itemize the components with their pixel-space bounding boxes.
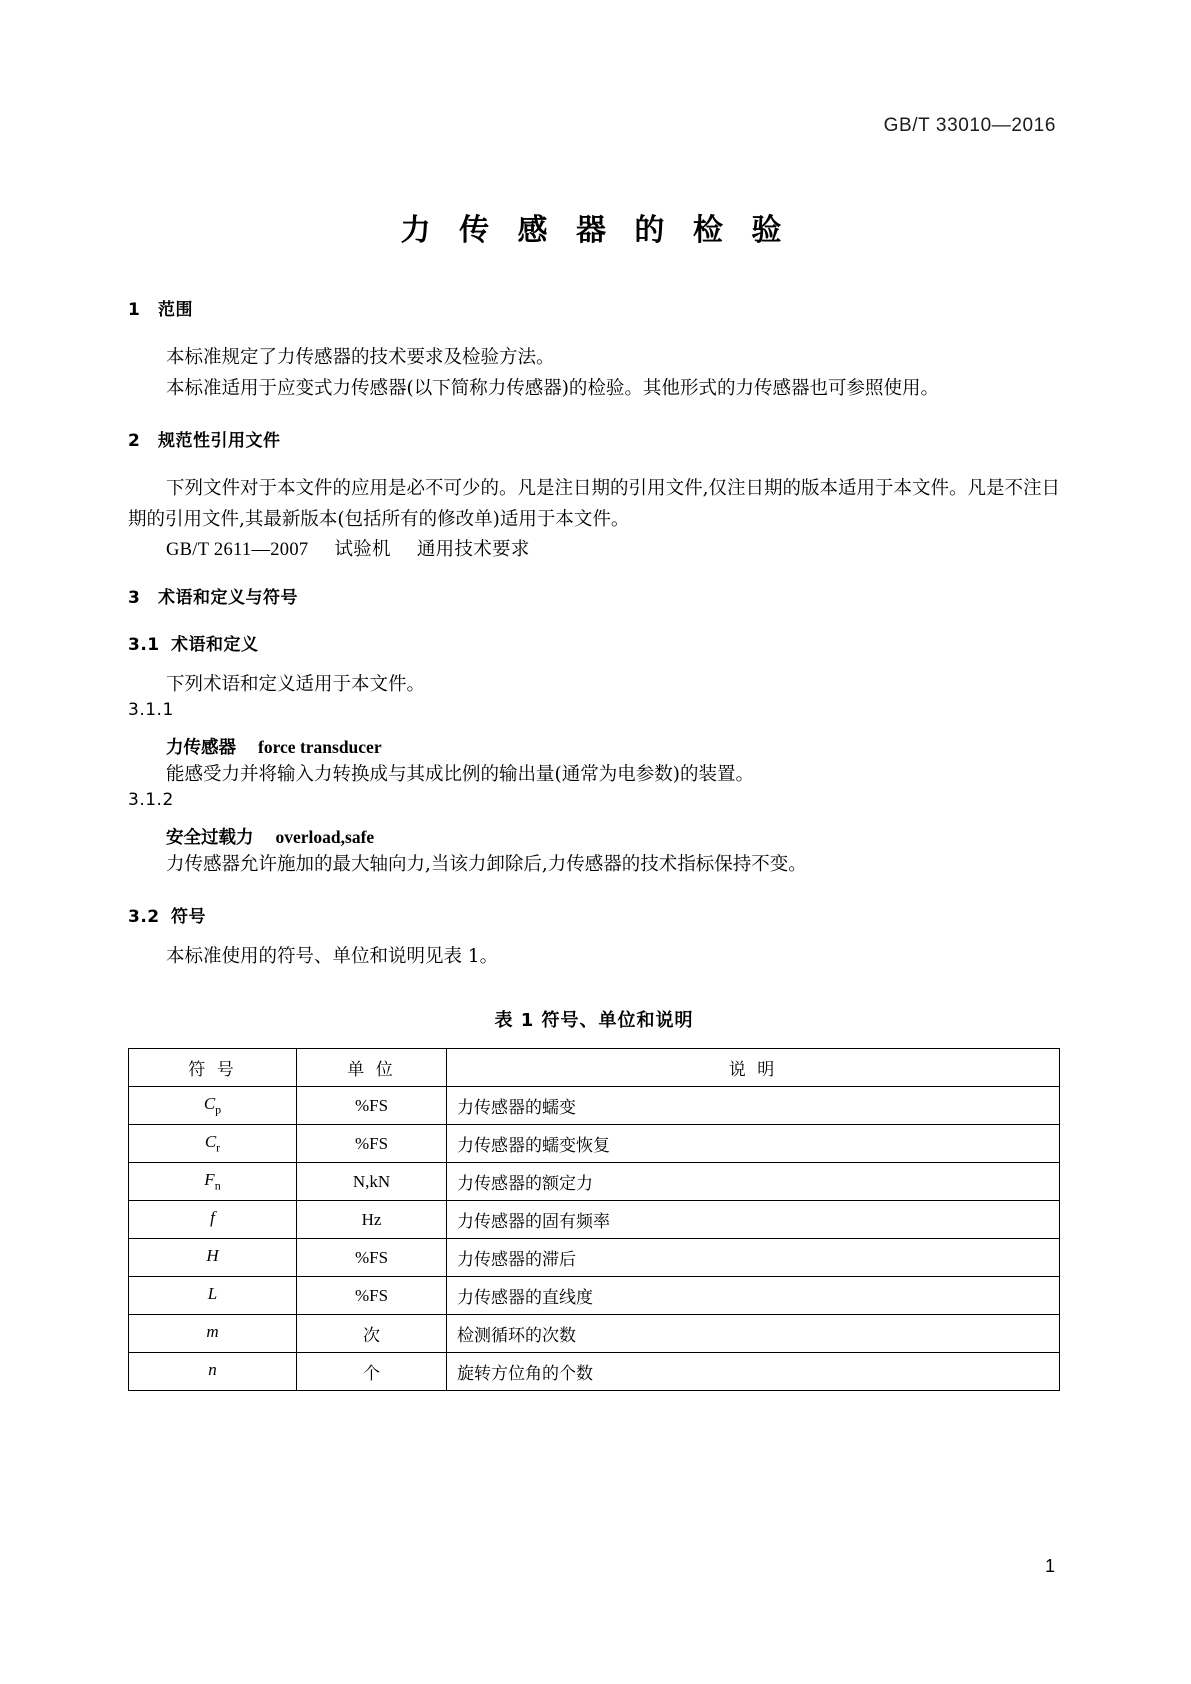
term-number-3-1-2: 3.1.2	[128, 790, 174, 810]
table-row	[129, 1239, 1060, 1277]
document-title: 力 传 感 器 的 检 验	[400, 213, 791, 248]
column-header-description: 说 明	[447, 1049, 1060, 1087]
table-row	[129, 1163, 1060, 1201]
cell-symbol: H	[129, 1239, 297, 1277]
column-header-symbol: 符 号	[129, 1049, 297, 1087]
table-row	[129, 1277, 1060, 1315]
section-title-1: 范围	[158, 300, 193, 320]
symbols-table	[128, 1048, 1060, 1391]
cell-unit: Hz	[297, 1201, 447, 1239]
cell-unit: 个	[297, 1353, 447, 1391]
section-heading-1	[128, 295, 1060, 320]
table-row	[129, 1315, 1060, 1353]
section-number-3-2: 3.2	[128, 907, 160, 927]
term-3-1-2-definition: 力传感器允许施加的最大轴向力,当该力卸除后,力传感器的技术指标保持不变。	[166, 854, 807, 875]
reference-name: 试验机	[334, 540, 391, 560]
cell-unit: 次	[297, 1315, 447, 1353]
cell-unit: N,kN	[297, 1163, 447, 1201]
section-title-3: 术语和定义与符号	[158, 588, 298, 608]
term-3-1-1	[128, 734, 1060, 759]
cell-unit: %FS	[297, 1125, 447, 1163]
term-3-1-1-definition: 能感受力并将输入力转换成与其成比例的输出量(通常为电参数)的装置。	[166, 764, 754, 785]
term-3-1-2-en: overload,safe	[275, 827, 375, 847]
page-number: 1	[1044, 1556, 1055, 1576]
cell-symbol: $C_p$	[129, 1087, 297, 1125]
cell-description: 力传感器的滞后	[447, 1239, 1060, 1277]
section-title-2: 规范性引用文件	[158, 431, 281, 451]
section-1-paragraph-2: 本标准适用于应变式力传感器(以下简称力传感器)的检验。其他形式的力传感器也可参照使用。	[166, 378, 939, 399]
term-number-3-1-1: 3.1.1	[128, 700, 174, 720]
section-number-1: 1	[128, 300, 141, 320]
table-row	[129, 1125, 1060, 1163]
page-header-standard-number: GB/T 33010—2016	[883, 115, 1056, 136]
symbols-table-body	[129, 1087, 1060, 1391]
section-title-3-2: 符号	[171, 907, 206, 927]
cell-description: 检测循环的次数	[447, 1315, 1060, 1353]
normative-reference-item	[128, 535, 1060, 561]
cell-symbol: m	[129, 1315, 297, 1353]
cell-description: 力传感器的固有频率	[447, 1201, 1060, 1239]
table-row	[129, 1087, 1060, 1125]
section-heading-2	[128, 426, 1060, 451]
cell-description: 力传感器的额定力	[447, 1163, 1060, 1201]
column-header-unit: 单 位	[297, 1049, 447, 1087]
section-heading-3-1	[128, 630, 1060, 655]
section-2-paragraph-1: 下列文件对于本文件的应用是必不可少的。凡是注日期的引用文件,仅注日期的版本适用于本文件。凡是不注日期的引用文件,其最新版本(包括所有的修改单)适用于本文件。	[128, 478, 1060, 530]
term-3-1-2-zh: 安全过载力	[166, 828, 254, 848]
section-3-1-lead: 下列术语和定义适用于本文件。	[166, 674, 426, 695]
cell-description: 力传感器的蠕变恢复	[447, 1125, 1060, 1163]
table-row	[129, 1353, 1060, 1391]
cell-unit: %FS	[297, 1239, 447, 1277]
section-3-2-lead: 本标准使用的符号、单位和说明见表 1。	[166, 946, 499, 967]
section-number-2: 2	[128, 431, 141, 451]
cell-symbol: $C_r$	[129, 1125, 297, 1163]
section-heading-3	[128, 583, 1060, 608]
table-row	[129, 1201, 1060, 1239]
document-body	[128, 295, 1060, 1391]
cell-symbol: n	[129, 1353, 297, 1391]
cell-symbol: $F_n$	[129, 1163, 297, 1201]
section-1-paragraph-1: 本标准规定了力传感器的技术要求及检验方法。	[166, 347, 555, 368]
cell-symbol: f	[129, 1201, 297, 1239]
reference-subname: 通用技术要求	[416, 540, 530, 560]
cell-description: 旋转方位角的个数	[447, 1353, 1060, 1391]
term-3-1-2	[128, 824, 1060, 849]
cell-symbol: L	[129, 1277, 297, 1315]
cell-description: 力传感器的蠕变	[447, 1087, 1060, 1125]
term-3-1-1-en: force transducer	[258, 737, 382, 757]
section-number-3-1: 3.1	[128, 635, 160, 655]
section-title-3-1: 术语和定义	[171, 635, 259, 655]
cell-unit: %FS	[297, 1277, 447, 1315]
table-caption: 表 1 符号、单位和说明	[494, 1010, 694, 1031]
cell-description: 力传感器的直线度	[447, 1277, 1060, 1315]
cell-unit: %FS	[297, 1087, 447, 1125]
section-number-3: 3	[128, 588, 141, 608]
table-header-row	[129, 1049, 1060, 1087]
term-3-1-1-zh: 力传感器	[166, 738, 236, 758]
section-heading-3-2	[128, 902, 1060, 927]
reference-code: GB/T 2611—2007	[166, 540, 309, 560]
